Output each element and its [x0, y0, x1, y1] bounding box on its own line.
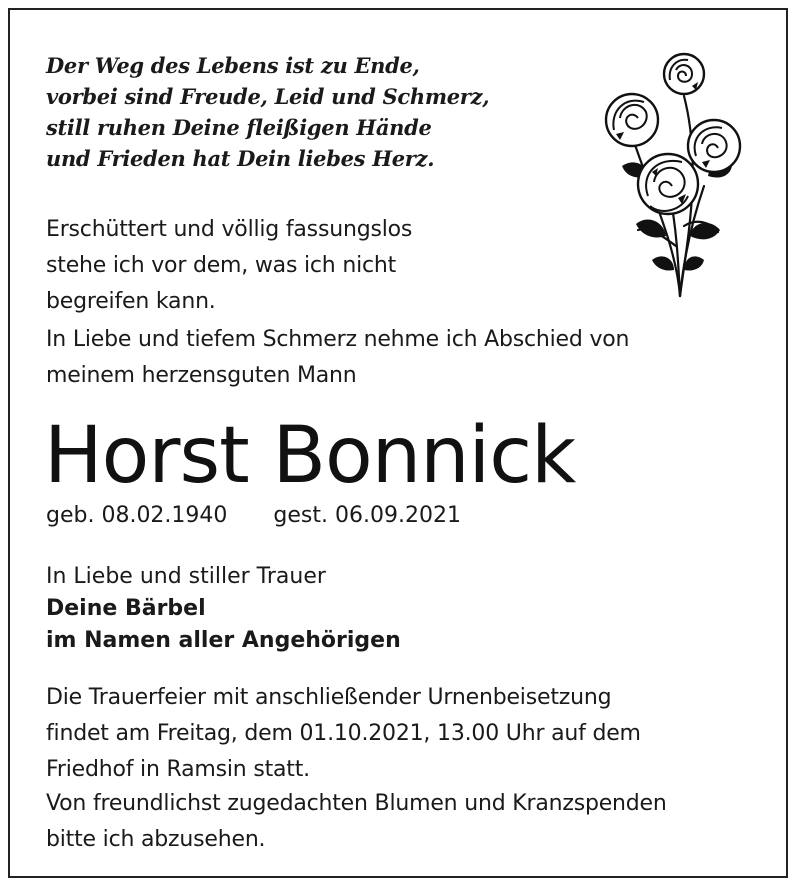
signature-block	[46, 561, 401, 657]
service-details	[46, 680, 641, 788]
intro-line: stehe ich vor dem, was ich nicht	[46, 253, 397, 278]
intro-line: Erschüttert und völlig fassungslos	[46, 217, 413, 242]
intro-text	[46, 212, 412, 320]
signature-family: im Namen aller Angehörigen	[46, 628, 401, 653]
farewell-text	[46, 322, 629, 394]
deceased-name: Horst Bonnick	[44, 411, 576, 501]
flowers-note-line: Von freundlichst zugedachten Blumen und Kranzspenden	[46, 791, 667, 816]
signature-name: Deine Bärbel	[46, 596, 206, 621]
flowers-note	[46, 786, 667, 858]
birth-date: geb. 08.02.1940	[46, 503, 228, 528]
poem	[46, 50, 489, 174]
life-dates	[46, 498, 461, 534]
intro-line: begreifen kann.	[46, 289, 216, 314]
poem-line: vorbei sind Freude, Leid und Schmerz,	[46, 84, 490, 109]
poem-line: Der Weg des Lebens ist zu Ende,	[46, 53, 420, 78]
poem-line: und Frieden hat Dein liebes Herz.	[46, 146, 435, 171]
flowers-note-line: bitte ich abzusehen.	[46, 827, 266, 852]
poem-line: still ruhen Deine fleißigen Hände	[46, 115, 432, 140]
death-date: gest. 06.09.2021	[273, 503, 461, 528]
roses-illustration-icon	[592, 46, 752, 302]
service-line: Friedhof in Ramsin statt.	[46, 757, 310, 782]
farewell-line: meinem herzensguten Mann	[46, 363, 357, 388]
service-line: Die Trauerfeier mit anschließender Urnenbeisetzung	[46, 685, 612, 710]
service-line: findet am Freitag, dem 01.10.2021, 13.00 Uhr auf dem	[46, 721, 641, 746]
farewell-line: In Liebe und tiefem Schmerz nehme ich Abschied von	[46, 327, 630, 352]
signature-line: In Liebe und stiller Trauer	[46, 564, 326, 589]
